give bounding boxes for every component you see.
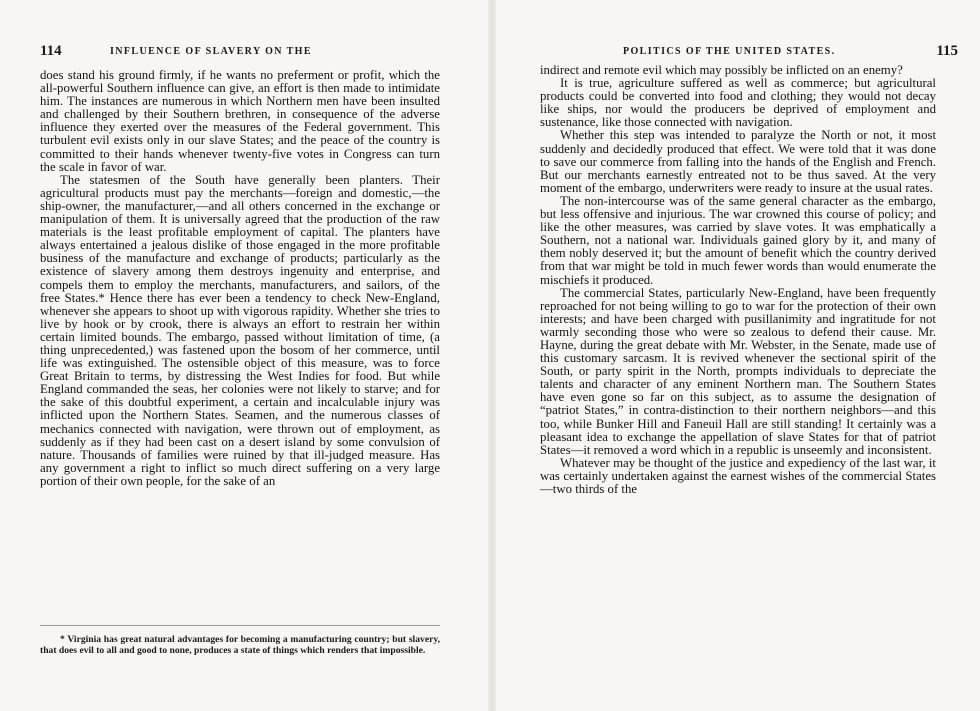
- right-paragraph-4: The non-intercourse was of the same general character as the embargo, but less offensive and injurious. The war crowned this course of policy; and like the other measures, was carried by slave votes. It was emphatically a Southern, not a national war. Individuals gained glory by it, and many of them nobly deserved it; but the amount of benefit which the country derived from that war might be told in much fewer words than would enumerate the mischiefs it produced.: [540, 193, 936, 287]
- right-page-header: [538, 43, 958, 61]
- left-paragraph-2: The statesmen of the South have generally been planters. Their agricultural products must pay the merchants—foreign and domestic,—the ship-owner, the manufacturer,—and all others concerned in the exchange or manipulation of them. It is universally agreed that the production of the raw materials is the least profitable employment of capital. The planters have always entertained a jealous dislike of those engaged in the more profitable business of the manufacture and exchange of products; particularly as the existence of slavery among them destroys ingenuity and enterprise, and compels them to employ the merchants, manufacturers, and sailors, of the free States.* Hence there has ever been a tendency to check New-England, whenever she appears to shoot up with vigorous rapidity. Whether she tries to live by hook or by crook, there is always an effort to restrain her within certain limited bounds. The embargo, passed without limitation of time, (a thing unprecedented,) was fastened upon the bosom of her commerce, until life was extinguished. The ostensible object of this measure, was to force Great Britain to terms, by distressing the West Indies for food. But while England commanded the seas, her colonies were not likely to starve; and for the sake of this doubtful experiment, a certain and incalculable injury was inflicted upon the Northern States. Seamen, and the numerous classes of mechanics connected with navigation, were thrown out of employment, as suddenly as if they had been cast on a desert island by some convulsion of nature. Thousands of families were ruined by that ill-judged measure. Has any government a right to inflict so much direct suffering on a very large portion of their own people, for the sake of an: [40, 172, 440, 488]
- right-page-number: 115: [936, 43, 958, 59]
- right-paragraph-1: indirect and remote evil which may possibly be inflicted on an enemy?: [540, 63, 903, 77]
- left-running-head: INFLUENCE OF SLAVERY ON THE: [110, 46, 312, 57]
- left-paragraph-1: does stand his ground firmly, if he wants no preferment or profit, which the all-powerful Southern influence can give, an effort is then made to intimidate him. The instances are numerous in which Northern men have been insulted and challenged by their Southern brethren, in consequence of the adverse influence they exerted over the measures of the Federal government. This turbulent evil exists only in our slave States; and the peace of the country is committed to their hands whenever twenty-five votes in Congress can turn the scale in favor of war.: [40, 68, 440, 174]
- left-page-header: [40, 43, 465, 61]
- right-page: [496, 0, 980, 711]
- right-paragraph-6: Whatever may be thought of the justice and expediency of the last war, it was certainly undertaken against the earnest wishes of the commercial States—two thirds of the: [540, 455, 936, 496]
- book-gutter: [488, 0, 496, 711]
- left-page-number: 114: [40, 43, 62, 59]
- footnote-text: * Virginia has great natural advantages for becoming a manufacturing country; but slavery, that does evil to all and good to none, produces a state of things which renders that impossible.: [40, 634, 440, 656]
- footnote-rule: [40, 625, 440, 626]
- left-page: [0, 0, 488, 711]
- right-paragraph-2: It is true, agriculture suffered as well as commerce; but agricultural products could be converted into food and clothing; they would not decay like ships, nor would the producers be deprived of employment and sustenance, like those connected with navigation.: [540, 76, 936, 130]
- right-page-body: [540, 64, 936, 496]
- right-paragraph-5: The commercial States, particularly New-England, have been frequently reproached for not being willing to go to war for the protection of their own interests; and have been charged with pusillanimity and ingratitude for not warmly seconding those who were so zealous to defend their cause. Mr. Hayne, during the great debate with Mr. Webster, in the Senate, made use of this customary sarcasm. It is revived whenever the sectional spirit of the South, or party spirit in the North, prompts individuals to depreciate the talents and character of any eminent Northern man. The Southern States have even gone so far on this subject, as to assume the designation of “patriot States,” in contra-distinction to their northern neighbors—and this too, while Bunker Hill and Faneuil Hall are still standing! It certainly was a pleasant idea to exchange the appellation of slave States for that of patriot States—it removed a word which in a republic is unseemly and inconsistent.: [540, 285, 936, 457]
- footnote: [40, 634, 440, 656]
- right-paragraph-3: Whether this step was intended to paralyze the North or not, it most suddenly and decidedly produced that effect. We were told that it was done to save our commerce from falling into the hands of the English and French. But our merchants earnestly entreated not to be thus saved. At the very moment of the embargo, underwriters were ready to insure at the usual rates.: [540, 128, 936, 195]
- right-running-head: POLITICS OF THE UNITED STATES.: [623, 46, 836, 57]
- left-page-body: [40, 69, 440, 488]
